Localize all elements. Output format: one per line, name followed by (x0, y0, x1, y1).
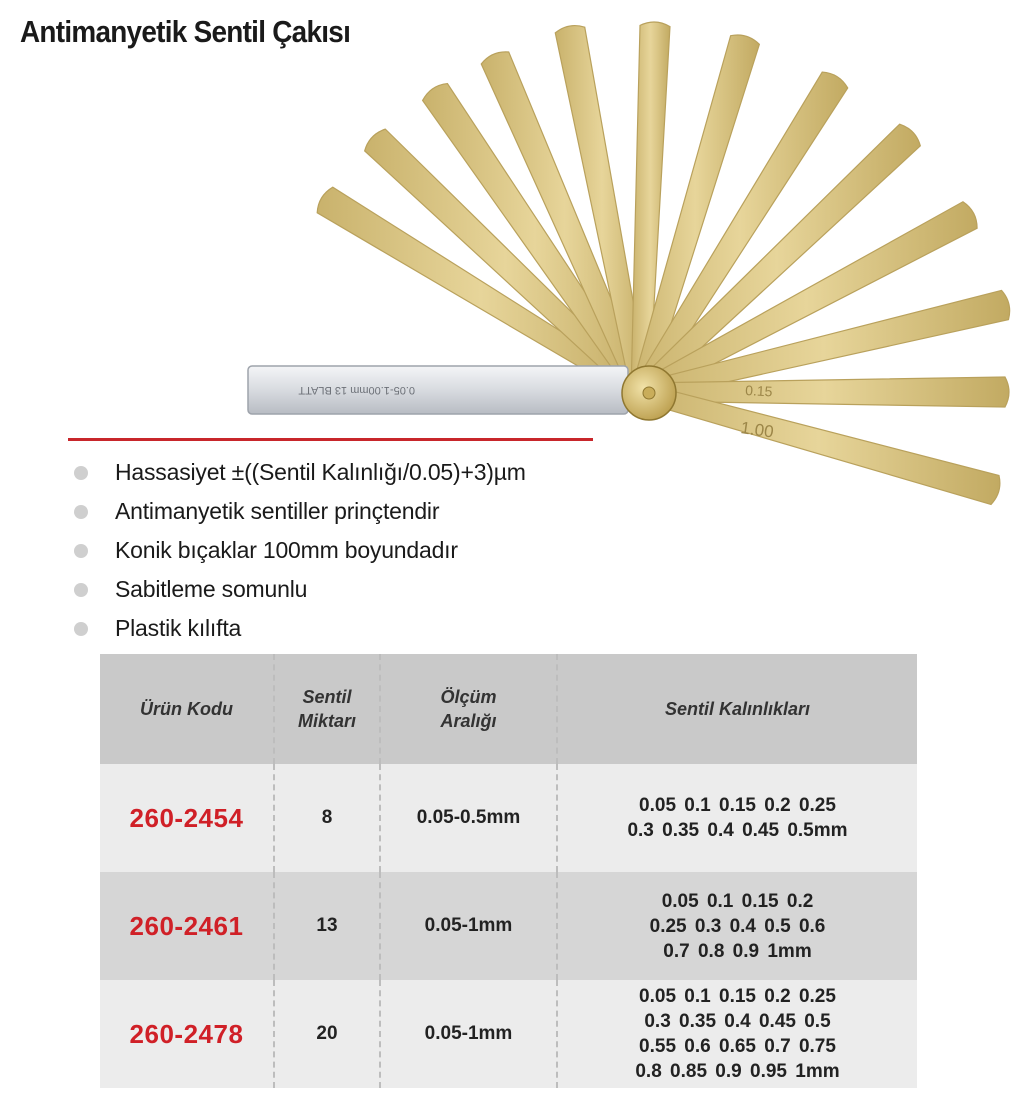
feeler-blades (317, 22, 1009, 504)
bullet-dot-icon (74, 622, 88, 636)
feature-text: Konik bıçaklar 100mm boyundadır (115, 537, 458, 563)
table-row (100, 872, 917, 980)
feature-item (72, 609, 526, 648)
product-code: 260-2478 (100, 980, 274, 1088)
table-row (100, 764, 917, 872)
measure-range: 0.05-1mm (380, 980, 557, 1088)
header-product-code: Ürün Kodu (100, 654, 274, 764)
measure-range: 0.05-0.5mm (380, 764, 557, 872)
red-divider (68, 438, 593, 441)
feature-item (72, 453, 526, 492)
blade-count: 8 (274, 764, 380, 872)
header-blade-thickness: Sentil Kalınlıkları (557, 654, 917, 764)
product-code: 260-2461 (100, 872, 274, 980)
header-blade-count: Sentil Miktarı (274, 654, 380, 764)
feature-text: Antimanyetik sentiller prinçtendir (115, 498, 440, 524)
blade-thicknesses: 0.05 0.1 0.15 0.2 0.25 0.3 0.4 0.5 0.6 0.7 0.8 0.9 1mm (557, 872, 917, 980)
header-measure-range: Ölçüm Aralığı (380, 654, 557, 764)
blade-thicknesses: 0.05 0.1 0.15 0.2 0.25 0.3 0.35 0.4 0.45 0.5 0.55 0.6 0.65 0.7 0.75 0.8 0.85 0.9 0.95 1mm (557, 980, 917, 1088)
blade-thicknesses: 0.05 0.1 0.15 0.2 0.25 0.3 0.35 0.4 0.45 0.5mm (557, 764, 917, 872)
feature-item (72, 531, 526, 570)
feature-text: Hassasiyet ±((Sentil Kalınlığı/0.05)+3)µm (115, 459, 526, 485)
feature-text: Sabitleme somunlu (115, 576, 308, 602)
feature-item (72, 492, 526, 531)
blade-count: 13 (274, 872, 380, 980)
blade-label-1: 1.00 (739, 418, 775, 442)
bullet-dot-icon (74, 544, 88, 558)
blade-label-2: 0.15 (744, 382, 773, 400)
spec-table (100, 654, 917, 1088)
feature-text: Plastik kılıfta (115, 615, 242, 641)
bullet-dot-icon (74, 505, 88, 519)
bullet-dot-icon (74, 583, 88, 597)
table-row (100, 980, 917, 1088)
product-photo (0, 0, 1024, 520)
handle-marking: 0.05-1.00mm 13 BLATT (298, 384, 415, 396)
page-title: Antimanyetik Sentil Çakısı (20, 14, 351, 49)
measure-range: 0.05-1mm (380, 872, 557, 980)
table-header-row (100, 654, 917, 764)
feature-item (72, 570, 526, 609)
bullet-dot-icon (74, 466, 88, 480)
product-code: 260-2454 (100, 764, 274, 872)
blade-count: 20 (274, 980, 380, 1088)
feature-list (72, 453, 526, 648)
